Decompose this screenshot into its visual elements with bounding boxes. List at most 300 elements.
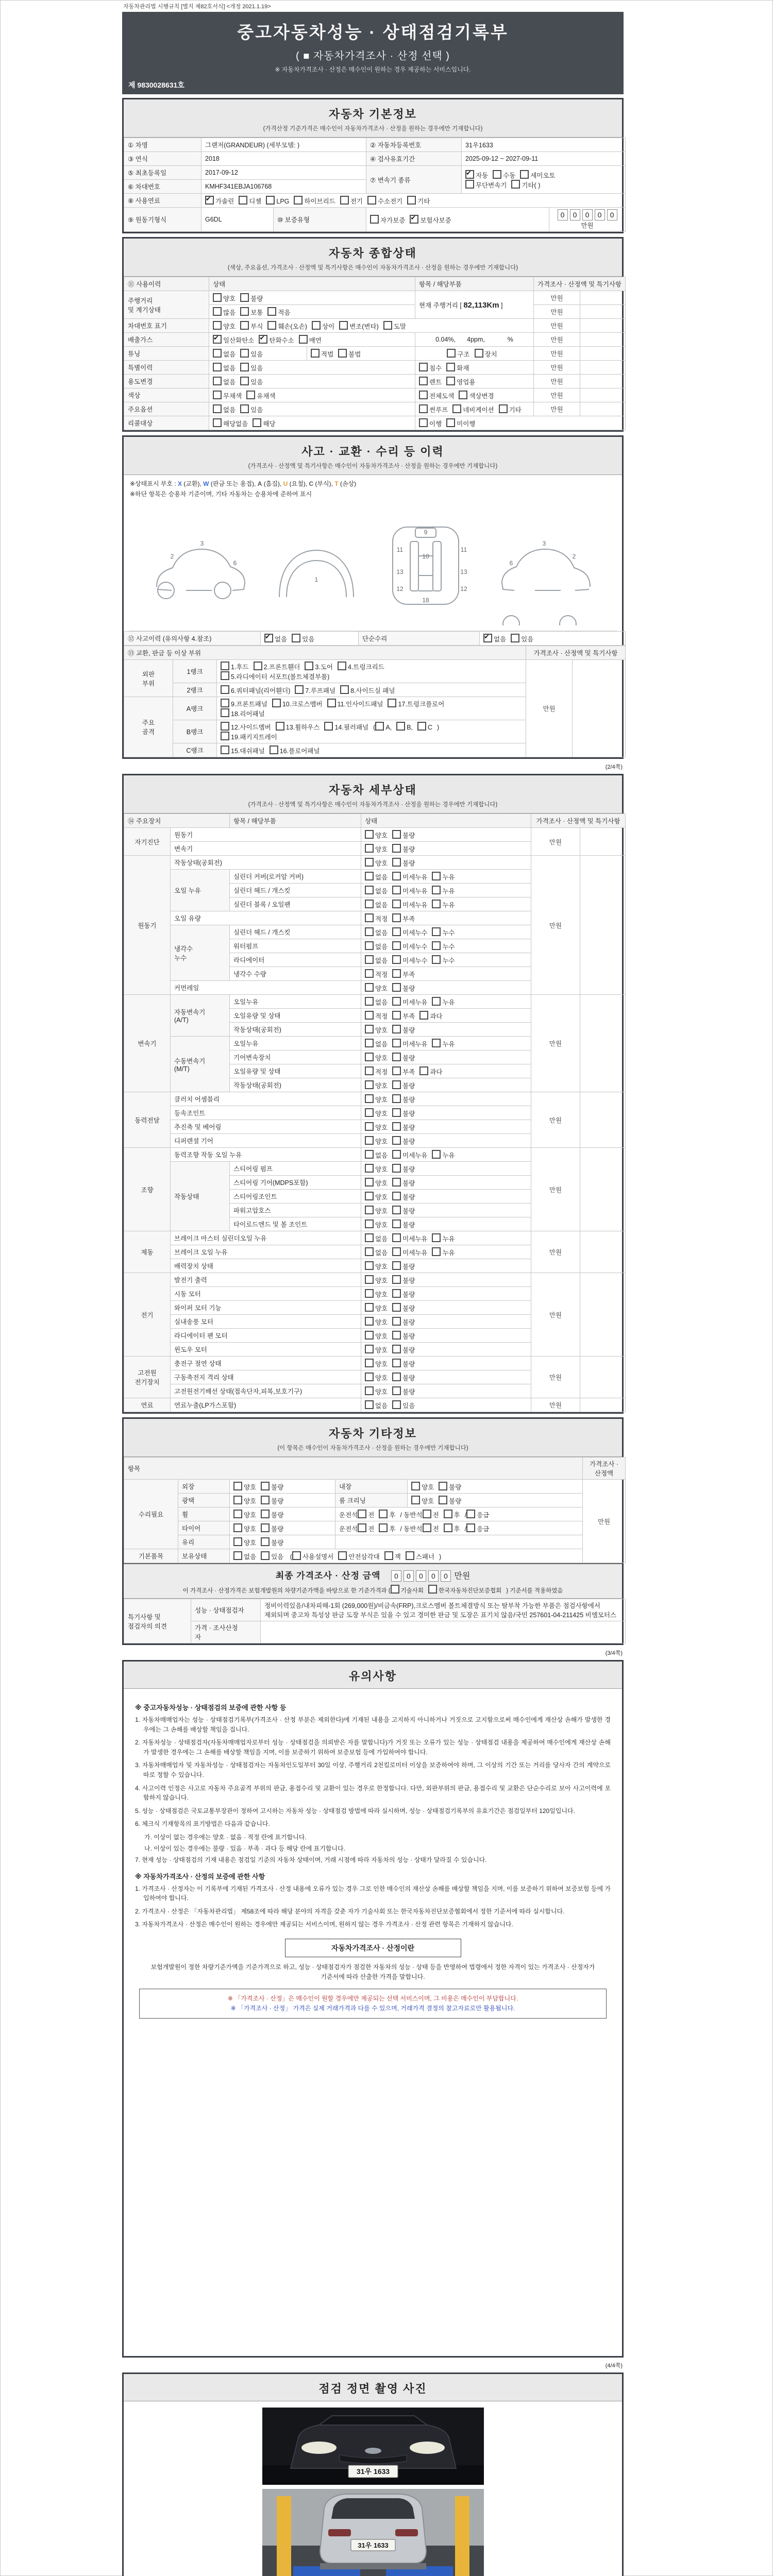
unchecked-checkbox-icon[interactable] [261, 1551, 270, 1560]
unchecked-checkbox-icon[interactable] [392, 1039, 401, 1047]
unchecked-checkbox-icon[interactable] [465, 180, 474, 189]
unchecked-checkbox-icon[interactable] [423, 1523, 431, 1532]
unchecked-checkbox-icon[interactable] [365, 1206, 374, 1214]
unchecked-checkbox-icon[interactable] [233, 1510, 242, 1518]
unchecked-checkbox-icon[interactable] [365, 1345, 374, 1353]
unchecked-checkbox-icon[interactable] [392, 1372, 401, 1381]
unchecked-checkbox-icon[interactable] [233, 1496, 242, 1504]
checkbox-label: 양호 [375, 1263, 388, 1270]
unchecked-checkbox-icon[interactable] [261, 1482, 270, 1490]
unchecked-checkbox-icon[interactable] [419, 391, 428, 399]
unchecked-checkbox-icon[interactable] [240, 404, 249, 413]
unchecked-checkbox-icon[interactable] [213, 321, 222, 330]
unchecked-checkbox-icon[interactable] [292, 1551, 301, 1560]
unchecked-checkbox-icon[interactable] [365, 1247, 374, 1256]
unchecked-checkbox-icon[interactable] [423, 1510, 431, 1518]
checkbox-option [292, 634, 314, 643]
unchecked-checkbox-icon[interactable] [396, 722, 405, 731]
unchecked-checkbox-icon[interactable] [365, 955, 374, 964]
checkbox-label: 양호 [375, 1110, 388, 1117]
unchecked-checkbox-icon[interactable] [392, 900, 401, 908]
unchecked-checkbox-icon[interactable] [213, 418, 222, 427]
unchecked-checkbox-icon[interactable] [267, 321, 276, 330]
unchecked-checkbox-icon[interactable] [253, 418, 261, 427]
unchecked-checkbox-icon[interactable] [370, 215, 379, 224]
unchecked-checkbox-icon[interactable] [254, 662, 262, 670]
unchecked-checkbox-icon[interactable] [213, 349, 222, 358]
final-price-note [124, 1585, 622, 1595]
checkbox-label: 양호 [244, 1511, 257, 1519]
unchecked-checkbox-icon[interactable] [439, 1496, 447, 1504]
unchecked-checkbox-icon[interactable] [365, 1053, 374, 1061]
unchecked-checkbox-icon[interactable] [432, 1039, 441, 1047]
unchecked-checkbox-icon[interactable] [305, 662, 313, 670]
checked-checkbox-icon[interactable] [259, 335, 267, 344]
unchecked-checkbox-icon[interactable] [338, 349, 347, 358]
unchecked-checkbox-icon[interactable] [411, 1496, 420, 1504]
unchecked-checkbox-icon[interactable] [384, 1551, 393, 1560]
unchecked-checkbox-icon[interactable] [365, 1025, 374, 1033]
unchecked-checkbox-icon[interactable] [392, 1136, 401, 1145]
table-cell [580, 333, 626, 347]
unchecked-checkbox-icon[interactable] [339, 321, 348, 330]
table-cell: 변속기 [171, 842, 361, 856]
unchecked-checkbox-icon[interactable] [365, 969, 374, 978]
unchecked-checkbox-icon[interactable] [459, 391, 467, 399]
checkbox-option [221, 671, 329, 681]
unchecked-checkbox-icon[interactable] [392, 927, 401, 936]
unchecked-checkbox-icon[interactable] [406, 1551, 414, 1560]
checked-checkbox-icon[interactable] [205, 196, 214, 205]
unchecked-checkbox-icon[interactable] [365, 858, 374, 867]
unchecked-checkbox-icon[interactable] [392, 1108, 401, 1117]
unchecked-checkbox-icon[interactable] [511, 180, 520, 189]
unchecked-checkbox-icon[interactable] [365, 1011, 374, 1020]
unchecked-checkbox-icon[interactable] [221, 708, 229, 717]
unchecked-checkbox-icon[interactable] [367, 196, 376, 205]
unchecked-checkbox-icon[interactable] [261, 1510, 270, 1518]
table-cell: 만원 [531, 828, 580, 856]
unchecked-checkbox-icon[interactable] [295, 685, 304, 694]
unchecked-checkbox-icon[interactable] [240, 321, 249, 330]
unchecked-checkbox-icon[interactable] [392, 1275, 401, 1284]
unchecked-checkbox-icon[interactable] [432, 1233, 441, 1242]
unchecked-checkbox-icon[interactable] [270, 745, 278, 754]
checkbox-option [392, 1261, 415, 1271]
unchecked-checkbox-icon[interactable] [392, 1066, 401, 1075]
unchecked-checkbox-icon[interactable] [213, 363, 222, 371]
unchecked-checkbox-icon[interactable] [221, 732, 229, 740]
unchecked-checkbox-icon[interactable] [439, 1482, 447, 1490]
unchecked-checkbox-icon[interactable] [365, 844, 374, 853]
checkbox-option [338, 662, 384, 671]
unchecked-checkbox-icon[interactable] [392, 1359, 401, 1367]
unchecked-checkbox-icon[interactable] [365, 1275, 374, 1284]
checkbox-option [365, 1080, 388, 1090]
checkbox-label: 17.트렁크플로어 [398, 701, 445, 708]
value-simple-repair [480, 632, 626, 646]
table-cell: 만원 [531, 1273, 580, 1357]
checkbox-option [261, 1551, 283, 1561]
table-row [124, 1599, 626, 1621]
unchecked-checkbox-icon[interactable] [375, 722, 384, 731]
checkbox-option [233, 1523, 256, 1533]
unchecked-checkbox-icon[interactable] [419, 377, 428, 385]
unchecked-checkbox-icon[interactable] [365, 1331, 374, 1340]
unchecked-checkbox-icon[interactable] [432, 872, 441, 880]
unchecked-checkbox-icon[interactable] [392, 983, 401, 992]
unchecked-checkbox-icon[interactable] [365, 1359, 374, 1367]
checkbox-label: 부족 [402, 971, 415, 978]
table-cell: 작동상태(공회전) [230, 1023, 361, 1037]
unchecked-checkbox-icon[interactable] [340, 196, 349, 205]
unchecked-checkbox-icon[interactable] [392, 1233, 401, 1242]
unchecked-checkbox-icon[interactable] [392, 1122, 401, 1131]
unchecked-checkbox-icon[interactable] [392, 844, 401, 853]
table-row [124, 194, 626, 208]
unchecked-checkbox-icon[interactable] [365, 1400, 374, 1409]
checkbox-label: 불량 [271, 1483, 284, 1491]
label-appraiser: 가격 · 조사산정 자 [191, 1621, 261, 1643]
etc-title: 자동차 기타정보 [329, 1427, 417, 1440]
unchecked-checkbox-icon[interactable] [365, 1136, 374, 1145]
unchecked-checkbox-icon[interactable] [365, 1303, 374, 1312]
checkbox-option [365, 1053, 388, 1062]
unchecked-checkbox-icon[interactable] [365, 872, 374, 880]
unchecked-checkbox-icon[interactable] [383, 321, 392, 330]
unchecked-checkbox-icon[interactable] [365, 900, 374, 908]
checkbox-label: 없음 [375, 957, 388, 964]
unchecked-checkbox-icon[interactable] [392, 886, 401, 894]
checked-checkbox-icon[interactable] [465, 170, 474, 179]
table-cell: 만원 [534, 375, 580, 388]
table-cell: 원동기 [171, 828, 361, 842]
table-cell [230, 1521, 335, 1535]
unchecked-checkbox-icon[interactable] [365, 997, 374, 1006]
checkbox-option [392, 1219, 415, 1229]
checkbox-option [365, 913, 388, 923]
unchecked-checkbox-icon[interactable] [419, 363, 428, 371]
unchecked-checkbox-icon[interactable] [365, 1233, 374, 1242]
unchecked-checkbox-icon[interactable] [379, 1510, 388, 1518]
unchecked-checkbox-icon[interactable] [432, 927, 441, 936]
unchecked-checkbox-icon[interactable] [221, 722, 229, 731]
checkbox-label: 무채색 [223, 392, 242, 400]
unchecked-checkbox-icon[interactable] [392, 913, 401, 922]
unchecked-checkbox-icon[interactable] [392, 1219, 401, 1228]
unchecked-checkbox-icon[interactable] [365, 1261, 374, 1270]
unchecked-checkbox-icon[interactable] [475, 349, 483, 358]
label-accident-history: ⑫ 사고이력 (유의사항 4.참조) [124, 632, 261, 646]
unchecked-checkbox-icon[interactable] [466, 1510, 475, 1518]
unchecked-checkbox-icon[interactable] [432, 900, 441, 908]
table-cell [415, 375, 534, 388]
unchecked-checkbox-icon[interactable] [239, 196, 247, 205]
unchecked-checkbox-icon[interactable] [432, 997, 441, 1006]
checkbox-label: 있음 [250, 350, 263, 358]
unchecked-checkbox-icon[interactable] [392, 1150, 401, 1159]
checkbox-label: 양호 [375, 1374, 388, 1382]
unchecked-checkbox-icon[interactable] [392, 1303, 401, 1312]
unchecked-checkbox-icon[interactable] [213, 307, 222, 316]
unchecked-checkbox-icon[interactable] [233, 1523, 242, 1532]
unchecked-checkbox-icon[interactable] [447, 349, 456, 358]
unchecked-checkbox-icon[interactable] [365, 1108, 374, 1117]
unchecked-checkbox-icon[interactable] [267, 307, 276, 316]
unchecked-checkbox-icon[interactable] [365, 1386, 374, 1395]
unchecked-checkbox-icon[interactable] [520, 170, 529, 179]
unchecked-checkbox-icon[interactable] [392, 1025, 401, 1033]
unchecked-checkbox-icon[interactable] [446, 363, 455, 371]
state-code-A: A [257, 480, 262, 487]
unchecked-checkbox-icon[interactable] [392, 1080, 401, 1089]
unchecked-checkbox-icon[interactable] [365, 1080, 374, 1089]
unchecked-checkbox-icon[interactable] [392, 858, 401, 867]
unchecked-checkbox-icon[interactable] [261, 1496, 270, 1504]
unchecked-checkbox-icon[interactable] [261, 1523, 270, 1532]
unchecked-checkbox-icon[interactable] [392, 1192, 401, 1200]
checkbox-label: 양호 [244, 1483, 257, 1491]
table-cell [415, 347, 534, 361]
checkbox-option [392, 1317, 415, 1327]
unchecked-checkbox-icon[interactable] [221, 745, 229, 754]
unchecked-checkbox-icon[interactable] [392, 1206, 401, 1214]
unchecked-checkbox-icon[interactable] [221, 685, 229, 694]
checked-checkbox-icon[interactable] [213, 335, 222, 344]
etc-info-table [124, 1457, 626, 1563]
checkbox-option [340, 685, 395, 695]
checkbox-option [392, 1136, 415, 1146]
checkbox-option [392, 983, 415, 993]
unchecked-checkbox-icon[interactable] [240, 363, 249, 371]
unchecked-checkbox-icon[interactable] [392, 1094, 401, 1103]
checkbox-label: 없음 [375, 873, 388, 881]
unchecked-checkbox-icon[interactable] [428, 1585, 437, 1594]
unchecked-checkbox-icon[interactable] [391, 1585, 399, 1594]
unchecked-checkbox-icon[interactable] [392, 830, 401, 839]
unchecked-checkbox-icon[interactable] [292, 634, 300, 642]
table-row [124, 333, 626, 347]
unchecked-checkbox-icon[interactable] [358, 1510, 366, 1518]
unchecked-checkbox-icon[interactable] [240, 377, 249, 385]
unchecked-checkbox-icon[interactable] [365, 1066, 374, 1075]
row-special-history: 특별이력 [124, 361, 209, 375]
unchecked-checkbox-icon[interactable] [392, 1261, 401, 1270]
unchecked-checkbox-icon[interactable] [213, 293, 222, 302]
unchecked-checkbox-icon[interactable] [392, 1053, 401, 1061]
unchecked-checkbox-icon[interactable] [446, 418, 455, 427]
unchecked-checkbox-icon[interactable] [272, 699, 281, 707]
checkbox-option [406, 1551, 434, 1561]
unchecked-checkbox-icon[interactable] [432, 941, 441, 950]
checkbox-label: 양호 [244, 1525, 257, 1533]
unchecked-checkbox-icon[interactable] [432, 955, 441, 964]
unchecked-checkbox-icon[interactable] [365, 1192, 374, 1200]
unchecked-checkbox-icon[interactable] [233, 1537, 242, 1546]
unchecked-checkbox-icon[interactable] [392, 1386, 401, 1395]
unchecked-checkbox-icon[interactable] [392, 1331, 401, 1340]
checkbox-label: 양호 [375, 859, 388, 867]
unchecked-checkbox-icon[interactable] [261, 1537, 270, 1546]
checkbox-option [213, 307, 236, 317]
section-notice [122, 1660, 624, 2358]
checkbox-label: 15.대쉬패널 [231, 747, 265, 755]
unchecked-checkbox-icon[interactable] [213, 391, 222, 399]
unchecked-checkbox-icon[interactable] [365, 1094, 374, 1103]
table-cell: B랭크 [173, 720, 217, 743]
unchecked-checkbox-icon[interactable] [511, 634, 519, 642]
unchecked-checkbox-icon[interactable] [365, 1039, 374, 1047]
unchecked-checkbox-icon[interactable] [365, 983, 374, 992]
unchecked-checkbox-icon[interactable] [311, 349, 320, 358]
section-accident-history [122, 435, 624, 759]
unchecked-checkbox-icon[interactable] [221, 699, 229, 707]
unchecked-checkbox-icon[interactable] [432, 886, 441, 894]
unchecked-checkbox-icon[interactable] [392, 1164, 401, 1173]
group-engine: 원동기 [124, 856, 171, 995]
unchecked-checkbox-icon[interactable] [365, 1178, 374, 1187]
unchecked-checkbox-icon[interactable] [407, 196, 416, 205]
unchecked-checkbox-icon[interactable] [444, 1510, 452, 1518]
unchecked-checkbox-icon[interactable] [392, 1317, 401, 1326]
checked-checkbox-icon[interactable] [264, 634, 273, 642]
unchecked-checkbox-icon[interactable] [432, 1247, 441, 1256]
unchecked-checkbox-icon[interactable] [340, 685, 349, 694]
table-cell [415, 388, 534, 402]
unchecked-checkbox-icon[interactable] [365, 1289, 374, 1298]
unchecked-checkbox-icon[interactable] [240, 307, 249, 316]
unchecked-checkbox-icon[interactable] [411, 1482, 420, 1490]
unchecked-checkbox-icon[interactable] [452, 404, 461, 413]
unchecked-checkbox-icon[interactable] [392, 955, 401, 964]
unchecked-checkbox-icon[interactable] [312, 321, 321, 330]
group-repair-needed: 수리필요 [124, 1480, 178, 1549]
checkbox-label: 미세누유 [402, 887, 428, 895]
unchecked-checkbox-icon[interactable] [240, 349, 249, 358]
unchecked-checkbox-icon[interactable] [392, 872, 401, 880]
document-subtitle: ( ■ 자동차가격조사 · 산정 선택 ) [296, 50, 450, 62]
unchecked-checkbox-icon[interactable] [419, 418, 428, 427]
checkbox-option [419, 1066, 442, 1076]
unchecked-checkbox-icon[interactable] [392, 1178, 401, 1187]
row-tuning: 튜닝 [124, 347, 209, 361]
table-cell [580, 1231, 626, 1273]
unchecked-checkbox-icon[interactable] [365, 1372, 374, 1381]
unchecked-checkbox-icon[interactable] [499, 404, 508, 413]
unchecked-checkbox-icon[interactable] [213, 377, 222, 385]
checkbox-option [392, 1122, 415, 1132]
unchecked-checkbox-icon[interactable] [299, 335, 308, 344]
unchecked-checkbox-icon[interactable] [493, 170, 501, 179]
unchecked-checkbox-icon[interactable] [392, 941, 401, 950]
unchecked-checkbox-icon[interactable] [221, 671, 229, 680]
checkbox-label: 양호 [422, 1483, 434, 1491]
unchecked-checkbox-icon[interactable] [365, 1317, 374, 1326]
unchecked-checkbox-icon[interactable] [388, 699, 396, 707]
value-base-price [549, 208, 626, 232]
checkbox-label: 불량 [402, 1304, 415, 1312]
checkbox-label: 없음 [223, 350, 236, 358]
group-fuel: 연료 [124, 1398, 171, 1412]
unchecked-checkbox-icon[interactable] [392, 1289, 401, 1298]
unchecked-checkbox-icon[interactable] [365, 927, 374, 936]
table-cell: 냉각수 수량 [230, 967, 361, 981]
unchecked-checkbox-icon[interactable] [392, 997, 401, 1006]
unchecked-checkbox-icon[interactable] [246, 391, 255, 399]
checked-checkbox-icon[interactable] [483, 634, 492, 642]
unchecked-checkbox-icon[interactable] [324, 722, 333, 731]
unchecked-checkbox-icon[interactable] [365, 886, 374, 894]
unchecked-checkbox-icon[interactable] [392, 1011, 401, 1020]
checkbox-label: 색상변경 [469, 392, 494, 400]
unchecked-checkbox-icon[interactable] [466, 1523, 475, 1532]
unchecked-checkbox-icon[interactable] [221, 662, 229, 670]
unchecked-checkbox-icon[interactable] [419, 1011, 428, 1020]
unchecked-checkbox-icon[interactable] [365, 1219, 374, 1228]
unchecked-checkbox-icon[interactable] [338, 1551, 347, 1560]
unchecked-checkbox-icon[interactable] [365, 830, 374, 839]
checkbox-option [423, 1510, 439, 1519]
checkbox-option [365, 1178, 388, 1188]
checkbox-option [233, 1551, 256, 1561]
unchecked-checkbox-icon[interactable] [417, 722, 426, 731]
unchecked-checkbox-icon[interactable] [365, 913, 374, 922]
checked-checkbox-icon[interactable] [410, 215, 418, 224]
unchecked-checkbox-icon[interactable] [233, 1551, 242, 1560]
table-cell: 타이어 [178, 1521, 230, 1535]
overall-subtitle: (색상, 주요옵션, 가격조사 · 산정액 및 특기사항은 매수인이 자동차가격조사 · 산정을 원하는 경우에만 기재합니다) [227, 265, 518, 271]
unchecked-checkbox-icon[interactable] [365, 1164, 374, 1173]
unchecked-checkbox-icon[interactable] [365, 1122, 374, 1131]
checkbox-label: 후 [389, 1511, 396, 1519]
unchecked-checkbox-icon[interactable] [379, 1523, 388, 1532]
unchecked-checkbox-icon[interactable] [392, 1247, 401, 1256]
unchecked-checkbox-icon[interactable] [444, 1523, 452, 1532]
unchecked-checkbox-icon[interactable] [358, 1523, 366, 1532]
group-transmission: 변속기 [124, 995, 171, 1092]
unchecked-checkbox-icon[interactable] [392, 1400, 401, 1409]
unchecked-checkbox-icon[interactable] [365, 941, 374, 950]
table-cell [209, 402, 415, 416]
checkbox-label: 기타 [509, 406, 522, 414]
unchecked-checkbox-icon[interactable] [327, 699, 336, 707]
checkbox-label: 7.루프패널 [305, 687, 336, 694]
unchecked-checkbox-icon[interactable] [432, 1150, 441, 1159]
checkbox-label: 해당없음 [223, 420, 248, 428]
unchecked-checkbox-icon[interactable] [266, 196, 275, 205]
unchecked-checkbox-icon[interactable] [338, 662, 346, 670]
unchecked-checkbox-icon[interactable] [276, 722, 284, 731]
checkbox-label: 양호 [375, 845, 388, 853]
table-cell: 만원 [531, 995, 580, 1092]
table-cell [415, 402, 534, 416]
unchecked-checkbox-icon[interactable] [240, 293, 249, 302]
unchecked-checkbox-icon[interactable] [294, 196, 303, 205]
unchecked-checkbox-icon[interactable] [419, 404, 428, 413]
checkbox-label: 6.쿼터패널(리어휀더) [231, 687, 291, 694]
text: 운전석 [339, 1525, 358, 1533]
unchecked-checkbox-icon[interactable] [446, 377, 455, 385]
unchecked-checkbox-icon[interactable] [213, 404, 222, 413]
unchecked-checkbox-icon[interactable] [392, 1345, 401, 1353]
table-cell [217, 697, 526, 720]
unchecked-checkbox-icon[interactable] [392, 969, 401, 978]
unchecked-checkbox-icon[interactable] [419, 1066, 428, 1075]
unchecked-checkbox-icon[interactable] [365, 1150, 374, 1159]
unchecked-checkbox-icon[interactable] [233, 1482, 242, 1490]
checkbox-option [446, 377, 475, 386]
checkbox-option [246, 391, 275, 400]
